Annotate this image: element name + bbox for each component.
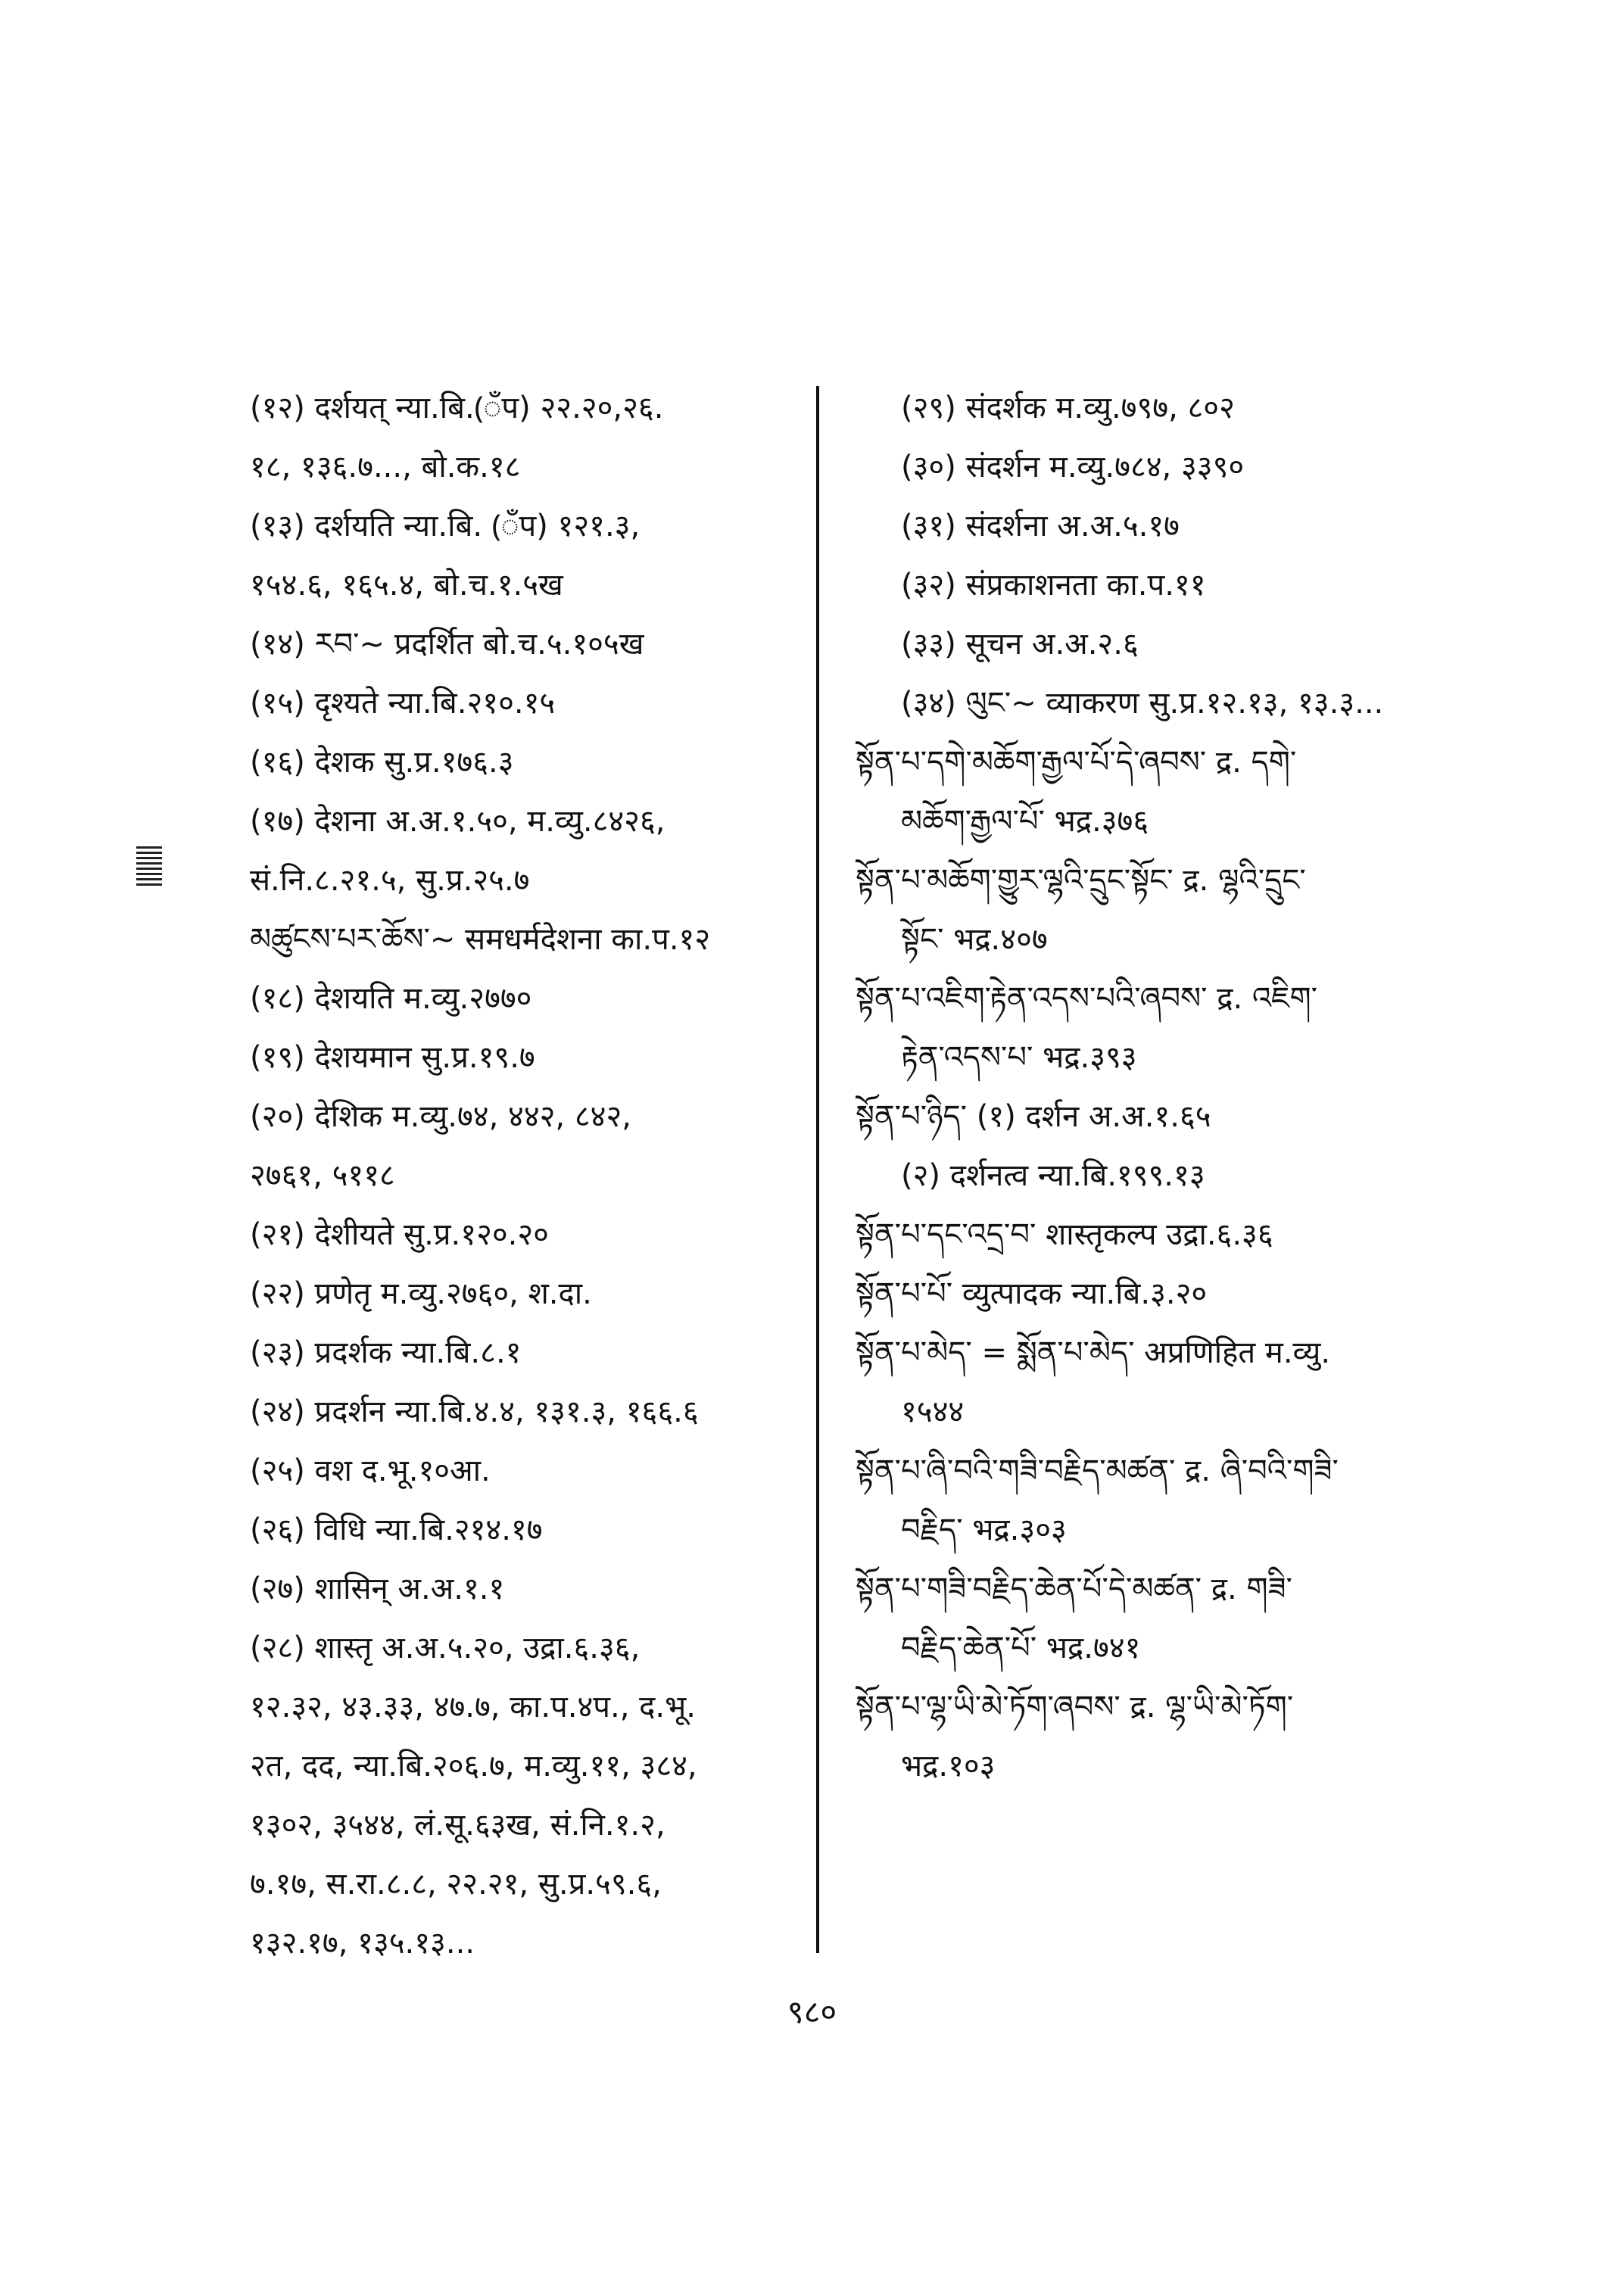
entry-line: སྟོན་པ་མཆོག་གྱུར་ལྷའི་དྲུང་སྟོང་ द्र. ལྷའི་དྲུང་ xyxy=(856,863,1306,898)
entry-line: (३४) ལུང་~ व्याकरण सु.प्र.१२.१३, १३.३... xyxy=(901,686,1384,721)
entry-line: भद्र.१०३ xyxy=(901,1749,996,1784)
left-column xyxy=(250,379,795,1973)
entry-line: १८, १३६.७..., बो.क.१८ xyxy=(250,450,521,484)
entry-line: སྟོན་པ་དགེ་མཆོག་རྒྱལ་པོ་དེ་ཞབས་ द्र. དགེ་ xyxy=(856,745,1297,780)
entry-line: སྟོན་པ་མེད་ = སྨོན་པ་མེད་ अप्रणिहित म.व्यु. xyxy=(856,1335,1331,1370)
entry-line: བརྗིད་ཆེན་པོ་ भद्र.७४१ xyxy=(901,1631,1141,1665)
entry-line: (३२) संप्रकाशनता का.प.११ xyxy=(901,568,1206,603)
entry-line: (२६) विधि न्या.बि.२१४.१७ xyxy=(250,1513,543,1547)
entry-line: ७.१७, स.रा.८.८, २२.२१, सु.प्र.५९.६, xyxy=(250,1867,662,1902)
entry-line: (२) दर्शनत्व न्या.बि.१९९.१३ xyxy=(901,1158,1205,1193)
entry-line: སྟོན་པ་པོ་ व्युत्पादक न्या.बि.३.२० xyxy=(856,1276,1208,1311)
margin-mark xyxy=(136,846,162,889)
entry-line: མཆོག་རྒྱལ་པོ་ भद्र.३७६ xyxy=(901,804,1149,839)
entry-line: (३०) संदर्शन म.व्यु.७८४, ३३९० xyxy=(901,450,1245,484)
page-number: ९८० xyxy=(787,1993,837,2030)
entry-line: སྟོན་པ་ཉིད་ (१) दर्शन अ.अ.१.६५ xyxy=(856,1099,1211,1134)
entry-line: सं.नि.८.२१.५, सु.प्र.२५.७ xyxy=(250,863,530,898)
entry-line: སྟོན་པ་འཇིག་རྟེན་འདས་པའི་ཞབས་ द्र. འཇིག་ xyxy=(856,981,1318,1016)
entry-line: १३०२, ३५४४, लं.सू.६३ख, सं.नि.१.२, xyxy=(250,1808,665,1843)
entry-line: (१४) རབ་~ प्रदर्शित बो.च.५.१०५ख xyxy=(250,627,644,662)
entry-line: १५४.६, १६५.४, बो.च.१.५ख xyxy=(250,568,563,603)
entry-line: (२३) प्रदर्शक न्या.बि.८.१ xyxy=(250,1335,522,1370)
entry-line: སྟོན་པ་གཟི་བརྗིད་ཆེན་པོ་དེ་མཚན་ द्र. གཟི་ xyxy=(856,1572,1292,1606)
entry-line: (२१) देशीयते सु.प्र.१२०.२० xyxy=(250,1217,549,1252)
entry-line: (३३) सूचन अ.अ.२.६ xyxy=(901,627,1139,662)
entry-line: སྟོན་པ་དང་འདྲ་བ་ शास्तृकल्प उद्रा.६.३६ xyxy=(856,1217,1273,1252)
entry-line: མཚུངས་པར་ཆོས་~ समधर्मदेशना का.प.१२ xyxy=(250,922,711,957)
entry-line: (२८) शास्तृ अ.अ.५.२०, उद्रा.६.३६, xyxy=(250,1631,641,1665)
entry-line: (१६) देशक सु.प्र.१७६.३ xyxy=(250,745,514,780)
entry-line: (१८) देशयति म.व्यु.२७७० xyxy=(250,981,532,1016)
entry-line: (१३) दर्शयति न्या.बि. (ँप) १२१.३, xyxy=(250,509,641,544)
right-column xyxy=(856,379,1454,1796)
entry-line: (२७) शासिन् अ.अ.१.१ xyxy=(250,1572,505,1606)
entry-line: (१५) दृश्यते न्या.बि.२१०.१५ xyxy=(250,686,556,721)
entry-line: སྟོང་ भद्र.४०७ xyxy=(901,922,1048,957)
entry-line: १३२.१७, १३५.१३... xyxy=(250,1926,475,1961)
entry-line: (२५) वश द.भू.१०आ. xyxy=(250,1453,491,1488)
entry-line: १२.३२, ४३.३३, ४७.७, का.प.४प., द.भू. xyxy=(250,1690,696,1724)
entry-line: (२२) प्रणेतृ म.व्यु.२७६०, श.दा. xyxy=(250,1276,592,1311)
column-divider xyxy=(816,386,819,1953)
entry-line: २त, दद, न्या.बि.२०६.७, म.व्यु.११, ३८४, xyxy=(250,1749,697,1784)
entry-line: སྟོན་པ་ཞི་བའི་གཟི་བརྗིད་མཚན་ द्र. ཞི་བའི་གཟི་ xyxy=(856,1453,1339,1488)
entry-line: (२४) प्रदर्शन न्या.बि.४.४, १३१.३, १६६.६ xyxy=(250,1394,699,1429)
entry-line: (२९) संदर्शक म.व्यु.७९७, ८०२ xyxy=(901,391,1235,425)
entry-line: (१७) देशना अ.अ.१.५०, म.व्यु.८४२६, xyxy=(250,804,665,839)
entry-line: (३१) संदर्शना अ.अ.५.१७ xyxy=(901,509,1180,544)
entry-line: २७६१, ५११८ xyxy=(250,1158,395,1193)
entry-line: (२०) देशिक म.व्यु.७४, ४४२, ८४२, xyxy=(250,1099,631,1134)
entry-line: १५४४ xyxy=(901,1394,965,1429)
entry-line: (१२) दर्शयत् न्या.बि.(ँप) २२.२०,२६. xyxy=(250,391,664,425)
entry-line: སྟོན་པ་ལྷ་ཡི་མེ་ཏོག་ཞབས་ द्र. ལྷ་ཡི་མེ་ཏོག་ xyxy=(856,1690,1294,1724)
entry-line: རྟེན་འདས་པ་ भद्र.३९३ xyxy=(901,1040,1137,1075)
entry-line: (१९) देशयमान सु.प्र.१९.७ xyxy=(250,1040,535,1075)
entry-line: བརྗིད་ भद्र.३०३ xyxy=(901,1513,1067,1547)
